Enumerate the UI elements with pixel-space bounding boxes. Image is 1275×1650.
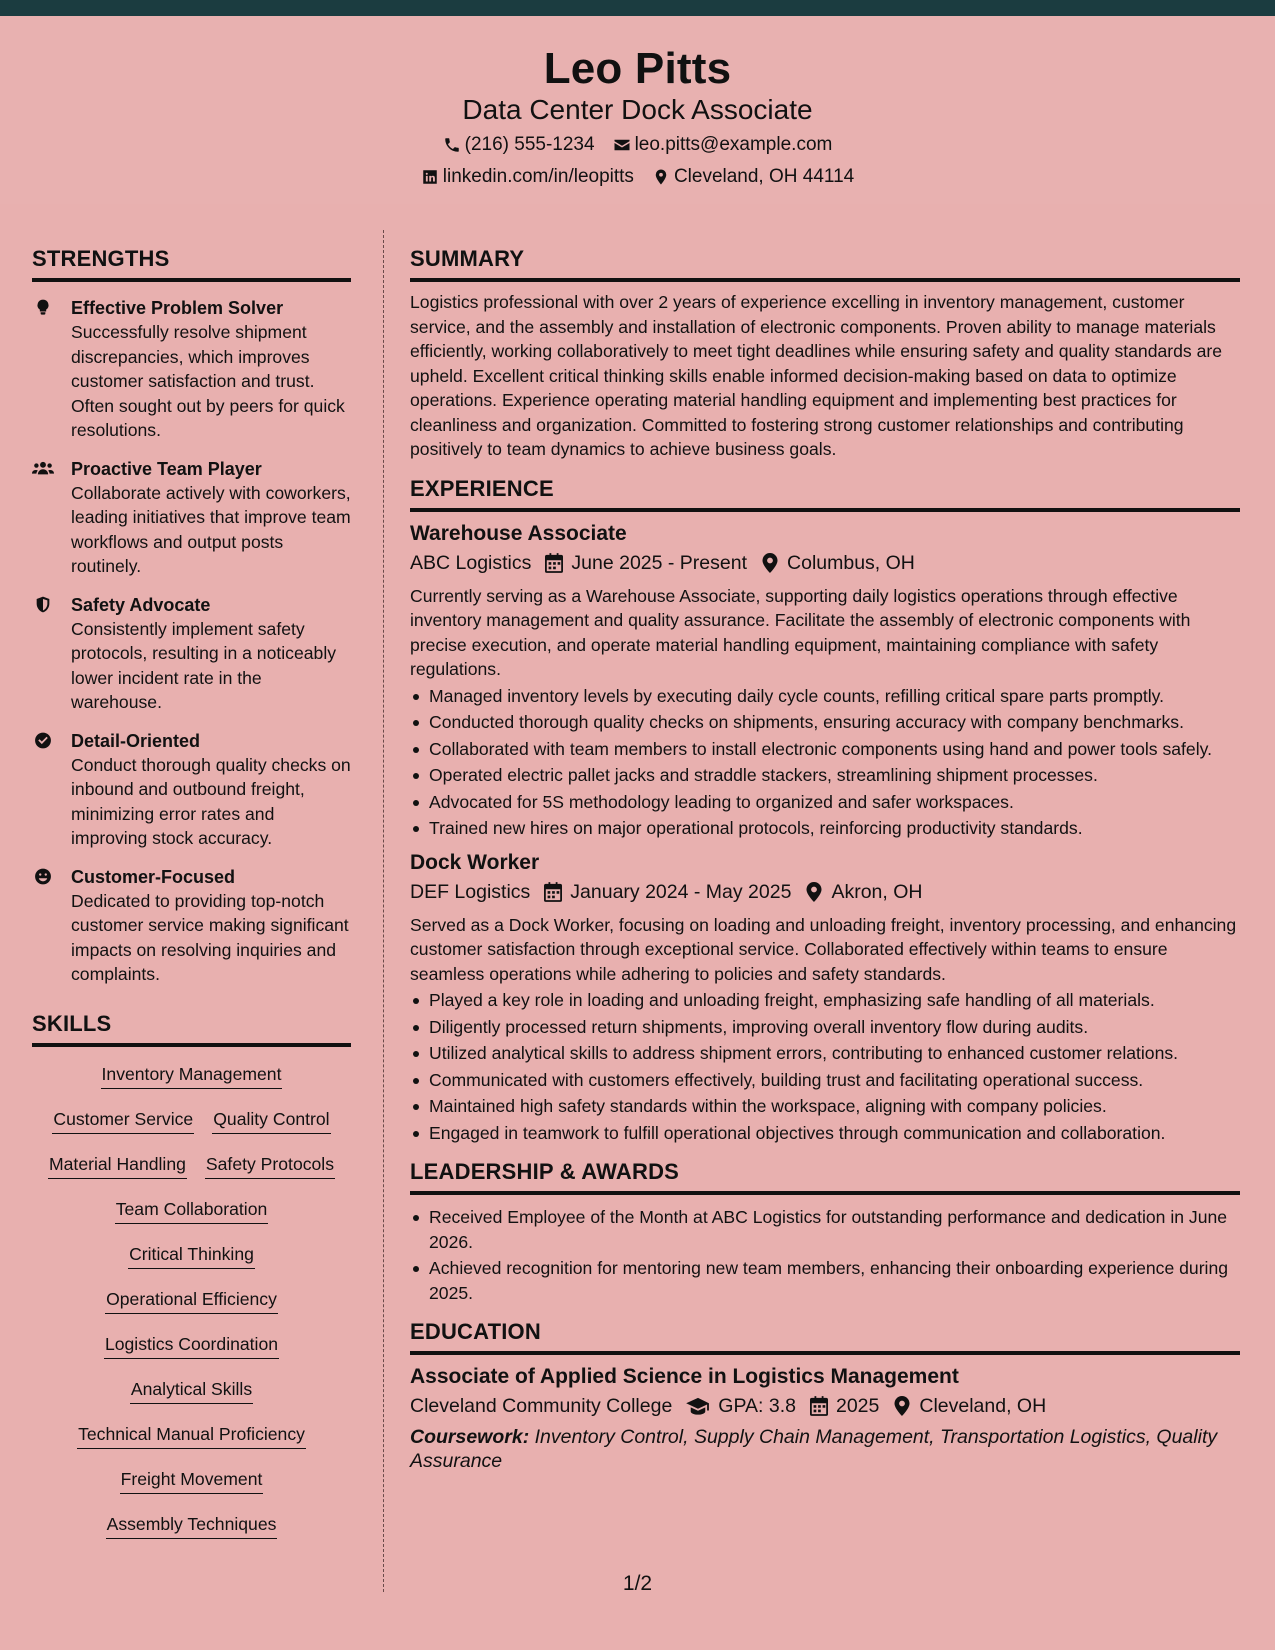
top-accent-bar bbox=[0, 0, 1275, 16]
award-item: Achieved recognition for mentoring new team members, enhancing their onboarding experience during 2025. bbox=[410, 1256, 1240, 1305]
check-circle-icon bbox=[32, 731, 54, 750]
strength-desc: Dedicated to providing top-notch customer service making significant impacts on resolving inquiries and complaints. bbox=[71, 890, 349, 984]
linkedin-icon bbox=[421, 168, 439, 186]
education-heading: EDUCATION bbox=[410, 1319, 1240, 1355]
job-description: Currently serving as a Warehouse Associate, supporting daily logistics operations through effective inventory management and quality assurance. Facilitate the assembly of electronic components with precise execution, and operate material handling equipment, maintaining compliance with safety regulations. bbox=[410, 585, 1191, 679]
skill-row bbox=[32, 1466, 351, 1511]
job-bullet: Maintained high safety standards within the workspace, aligning with company policies. bbox=[410, 1094, 1240, 1119]
strength-desc: Successfully resolve shipment discrepancies, which improves customer satisfaction and trust. Often sought out by peers for quick resolutions. bbox=[71, 322, 345, 440]
email-text: leo.pitts@example.com bbox=[634, 134, 833, 155]
map-pin-icon bbox=[761, 553, 779, 573]
skill-tag: Quality Control bbox=[212, 1106, 330, 1134]
lightbulb-icon bbox=[32, 298, 54, 317]
job-bullets bbox=[410, 988, 1240, 1145]
school-name: Cleveland Community College bbox=[410, 1395, 673, 1417]
map-pin-icon bbox=[893, 1396, 911, 1416]
coursework-label: Coursework: bbox=[410, 1426, 530, 1448]
job-title: Warehouse Associate bbox=[410, 521, 627, 545]
job-location: Akron, OH bbox=[831, 880, 923, 903]
skill-tag: Assembly Techniques bbox=[106, 1511, 278, 1539]
summary-heading: SUMMARY bbox=[410, 246, 1240, 282]
phone-contact[interactable] bbox=[443, 134, 595, 156]
job-bullet: Played a key role in loading and unloading freight, emphasizing safe handling of all materials. bbox=[410, 988, 1240, 1013]
job-bullet: Collaborated with team members to install electronic components using hand and power tools safely. bbox=[410, 737, 1240, 762]
candidate-name: Leo Pitts bbox=[543, 44, 732, 93]
summary-text: Logistics professional with over 2 years of experience excelling in inventory management, customer service, and the assembly and installation of electronic components. Proven ability to manage materials efficiently, working collaboratively to meet tight deadlines while ensuring safety and quality standards are upheld. Excellent critical thinking skills enable informed decision-making based on data to optimize operations. Experience operating material handling equipment and implementing best practices for cleanliness and organization. Committed to fostering strong customer relationships and contributing positively to team dynamics to achieve business goals. bbox=[410, 292, 1223, 459]
job-meta bbox=[410, 879, 1240, 905]
skill-tag: Logistics Coordination bbox=[104, 1331, 279, 1359]
location-contact bbox=[652, 166, 854, 188]
envelope-icon bbox=[613, 136, 631, 154]
job-company: DEF Logistics bbox=[410, 880, 531, 903]
calendar-icon bbox=[544, 882, 562, 902]
skill-tag: Technical Manual Proficiency bbox=[77, 1421, 306, 1449]
job-bullet: Communicated with customers effectively, building trust and facilitating operational success. bbox=[410, 1068, 1240, 1093]
skill-tag: Customer Service bbox=[52, 1106, 194, 1134]
shield-icon bbox=[32, 595, 54, 614]
degree-title: Associate of Applied Science in Logistics Management bbox=[410, 1365, 959, 1388]
job-bullet: Utilized analytical skills to address shipment errors, contributing to enhanced customer relations. bbox=[410, 1041, 1240, 1066]
column-divider bbox=[383, 230, 384, 1592]
graduation-year: 2025 bbox=[835, 1395, 880, 1417]
skill-row bbox=[32, 1106, 351, 1151]
skill-row bbox=[32, 1061, 351, 1106]
school-location: Cleveland, OH bbox=[919, 1395, 1047, 1417]
job-description: Served as a Dock Worker, focusing on loading and unloading freight, inventory processing, and enhancing customer satisfaction through exceptional service. Collaborated effectively within teams to ensure seamless operations while adhering to policies and safety standards. bbox=[410, 914, 1237, 984]
strength-desc: Conduct thorough quality checks on inbound and outbound freight, minimizing error rates and improving stock accuracy. bbox=[71, 754, 351, 848]
strength-title: Effective Problem Solver bbox=[71, 298, 284, 318]
job-dates: June 2025 - Present bbox=[571, 551, 748, 574]
experience-heading: EXPERIENCE bbox=[410, 476, 1240, 512]
skill-row bbox=[32, 1286, 351, 1331]
skill-row bbox=[32, 1376, 351, 1421]
strength-item bbox=[32, 457, 351, 579]
smile-icon bbox=[32, 867, 54, 886]
awards-heading: LEADERSHIP & AWARDS bbox=[410, 1159, 1240, 1195]
strengths-heading: STRENGTHS bbox=[32, 246, 351, 282]
gpa: GPA: 3.8 bbox=[718, 1395, 796, 1417]
skill-row bbox=[32, 1421, 351, 1466]
job-bullet: Diligently processed return shipments, improving overall inventory flow during audits. bbox=[410, 1015, 1240, 1040]
award-item: Received Employee of the Month at ABC Logistics for outstanding performance and dedication in June 2026. bbox=[410, 1205, 1240, 1254]
skill-tag: Safety Protocols bbox=[205, 1151, 335, 1179]
strength-title: Customer-Focused bbox=[71, 866, 236, 887]
skill-row bbox=[32, 1511, 351, 1556]
map-pin-icon bbox=[652, 168, 670, 186]
page-number: 1/2 bbox=[622, 1572, 653, 1595]
skill-row bbox=[32, 1331, 351, 1376]
strength-item bbox=[32, 296, 351, 443]
strength-desc: Collaborate actively with coworkers, leading initiatives that improve team workflows and output posts routinely. bbox=[71, 482, 351, 576]
map-pin-icon bbox=[805, 882, 823, 902]
skill-row bbox=[32, 1196, 351, 1241]
coursework bbox=[410, 1425, 1240, 1473]
linkedin-contact[interactable] bbox=[421, 166, 634, 188]
job-bullets bbox=[410, 684, 1240, 841]
skills-list bbox=[32, 1061, 351, 1556]
job-location: Columbus, OH bbox=[787, 551, 915, 574]
job-bullet: Advocated for 5S methodology leading to organized and safer workspaces. bbox=[410, 790, 1240, 815]
calendar-icon bbox=[810, 1396, 828, 1416]
contact-row-1 bbox=[0, 134, 1275, 156]
job-bullet: Engaged in teamwork to fulfill operational objectives through communication and collaboration. bbox=[410, 1121, 1240, 1146]
education-meta bbox=[410, 1393, 1240, 1419]
calendar-icon bbox=[545, 553, 563, 573]
job-dates: January 2024 - May 2025 bbox=[570, 880, 792, 903]
right-column bbox=[410, 246, 1240, 1473]
job-entry bbox=[410, 520, 1240, 841]
left-column bbox=[32, 246, 351, 1556]
skill-tag: Operational Efficiency bbox=[105, 1286, 278, 1314]
users-icon bbox=[32, 459, 54, 478]
strength-desc: Consistently implement safety protocols, resulting in a noticeably lower incident rate in the warehouse. bbox=[71, 618, 337, 712]
job-bullet: Operated electric pallet jacks and straddle stackers, streamlining shipment processes. bbox=[410, 763, 1240, 788]
strength-title: Safety Advocate bbox=[71, 594, 211, 615]
job-company: ABC Logistics bbox=[410, 551, 532, 574]
skill-tag: Critical Thinking bbox=[128, 1241, 255, 1269]
job-entry bbox=[410, 849, 1240, 1146]
strength-item bbox=[32, 729, 351, 851]
resume-header bbox=[0, 16, 1275, 204]
skill-row bbox=[32, 1151, 351, 1196]
skill-tag: Inventory Management bbox=[101, 1061, 283, 1089]
skill-row bbox=[32, 1241, 351, 1286]
skills-heading: SKILLS bbox=[32, 1011, 351, 1047]
job-meta bbox=[410, 550, 1240, 576]
skill-tag: Team Collaboration bbox=[115, 1196, 269, 1224]
location-text: Cleveland, OH 44114 bbox=[673, 166, 855, 187]
email-contact[interactable] bbox=[613, 134, 833, 156]
skill-tag: Freight Movement bbox=[120, 1466, 264, 1494]
skill-tag: Material Handling bbox=[48, 1151, 187, 1179]
job-title: Dock Worker bbox=[410, 850, 540, 874]
job-bullet: Conducted thorough quality checks on shipments, ensuring accuracy with company benchmarks. bbox=[410, 710, 1240, 735]
skill-tag: Analytical Skills bbox=[130, 1376, 253, 1404]
strength-item bbox=[32, 865, 351, 987]
strength-item bbox=[32, 593, 351, 715]
coursework-list: Inventory Control, Supply Chain Management, Transportation Logistics, Quality Assurance bbox=[410, 1426, 1218, 1472]
contact-row-2 bbox=[0, 166, 1275, 188]
linkedin-text: linkedin.com/in/leopitts bbox=[442, 166, 634, 187]
strength-title: Detail-Oriented bbox=[71, 730, 201, 751]
job-bullet: Trained new hires on major operational protocols, reinforcing productivity standards. bbox=[410, 816, 1240, 841]
phone-icon bbox=[443, 136, 461, 154]
strength-title: Proactive Team Player bbox=[71, 458, 262, 479]
job-bullet: Managed inventory levels by executing daily cycle counts, refilling critical spare parts promptly. bbox=[410, 684, 1240, 709]
candidate-title: Data Center Dock Associate bbox=[462, 94, 813, 125]
phone-text: (216) 555-1234 bbox=[464, 134, 595, 155]
awards-list bbox=[410, 1205, 1240, 1305]
graduation-cap-icon bbox=[686, 1396, 710, 1416]
